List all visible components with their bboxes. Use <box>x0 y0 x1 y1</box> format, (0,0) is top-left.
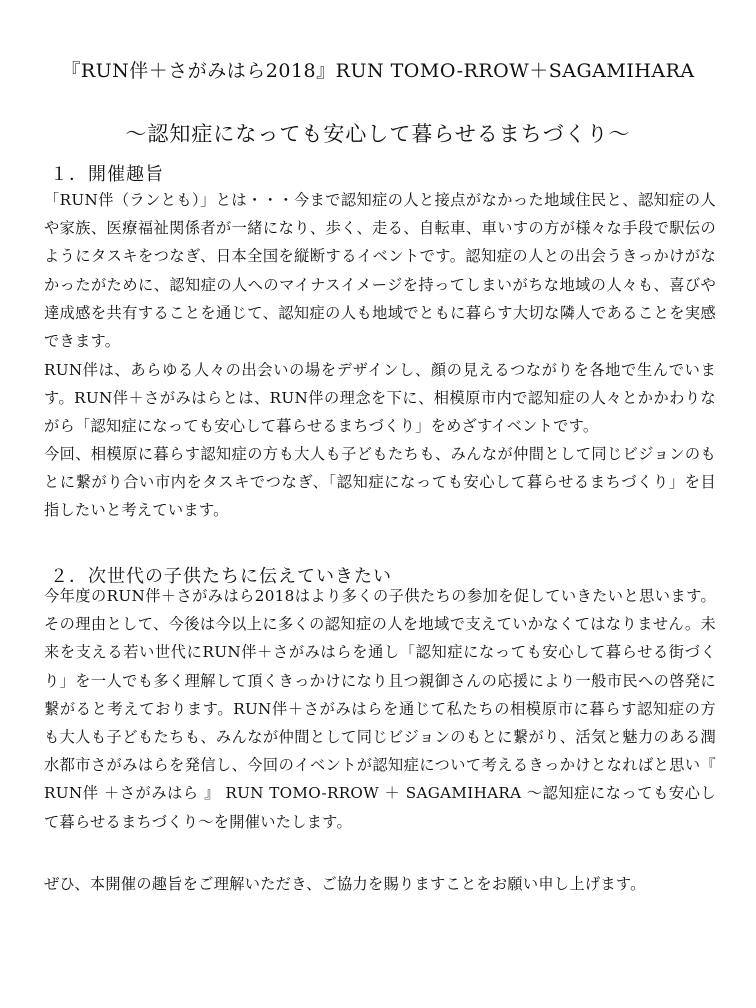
section-heading-next-generation: ２．次世代の子供たちに伝えていきたい <box>50 566 392 587</box>
section-heading-purpose: １．開催趣旨 <box>50 164 164 185</box>
closing-paragraph: ぜひ、本開催の趣旨をご理解いただき、ご協力を賜りますことをお願い申し上げます。 <box>44 875 646 893</box>
document-title: 『RUN伴＋さがみはら2018』RUN TOMO-RROW＋SAGAMIHARA <box>61 60 695 82</box>
paragraph-purpose-1: 「RUN伴（ランとも）」とは・・・今まで認知症の人と接点がなかった地域住民と、認知症の人や家族、医療福祉関係者が一緒になり、歩く、走る、自転車、車いすの方が様々な手段で駅伝のようにタスキをつなぎ、日本全国を縦断するイベントです。認知症の人との出会うきっかけがなかったがために、認知症の人へのマイナスイメージを持ってしまいがちな地域の人々も、喜びや達成感を共有することを通じて、認知症の人も地域でともに暮らす大切な隣人であることを実感できます。 <box>44 191 716 351</box>
paragraph-purpose-2: RUN伴は、あらゆる人々の出会いの場をデザインし、顔の見えるつながりを各地で生んでいます。RUN伴＋さがみはらとは、RUN伴の理念を下に、相模原市内で認知症の人々とかかわりながら「認知症になっても安心して暮らせるまちづくり」をめざすイベントです。 <box>44 361 716 436</box>
paragraph-next-generation: 今年度のRUN伴＋さがみはら2018はより多くの子供たちの参加を促していきたいと思います。その理由として、今後は今以上に多くの認知症の人を地域で支えていかなくてはなりません。未来を支える若い世代にRUN伴＋さがみはらを通し「認知症になっても安心して暮らせる街づくり」を一人でも多く理解して頂くきっかけになり且つ親御さんの応援により一般市民への啓発に繋がると考えております。RUN伴＋さがみはらを通じて私たちの相模原市に暮らす認知症の方も大人も子どもたちも、みんなが仲間として同じビジョンのもとに繋がり、活気と魅力のある潤水都市さがみはらを発信し、今回のイベントが認知症について考えるきっかけとなればと思い『 RUN伴 ＋さがみはら 』 RUN TOMO-RROW ＋ SAGAMIHARA ～認知症になっても安心して暮らせるまちづくり～を開催いたします。 <box>44 587 716 831</box>
document-subtitle: ～認知症になっても安心して暮らせるまちづくり～ <box>125 122 631 146</box>
paragraph-purpose-3: 今回、相模原に暮らす認知症の方も大人も子どもたちも、みんなが仲間として同じビジョンのもとに繋がり合い市内をタスキでつなぎ、「認知症になっても安心して暮らせるまちづくり」を目指したいと考えています。 <box>44 445 716 520</box>
